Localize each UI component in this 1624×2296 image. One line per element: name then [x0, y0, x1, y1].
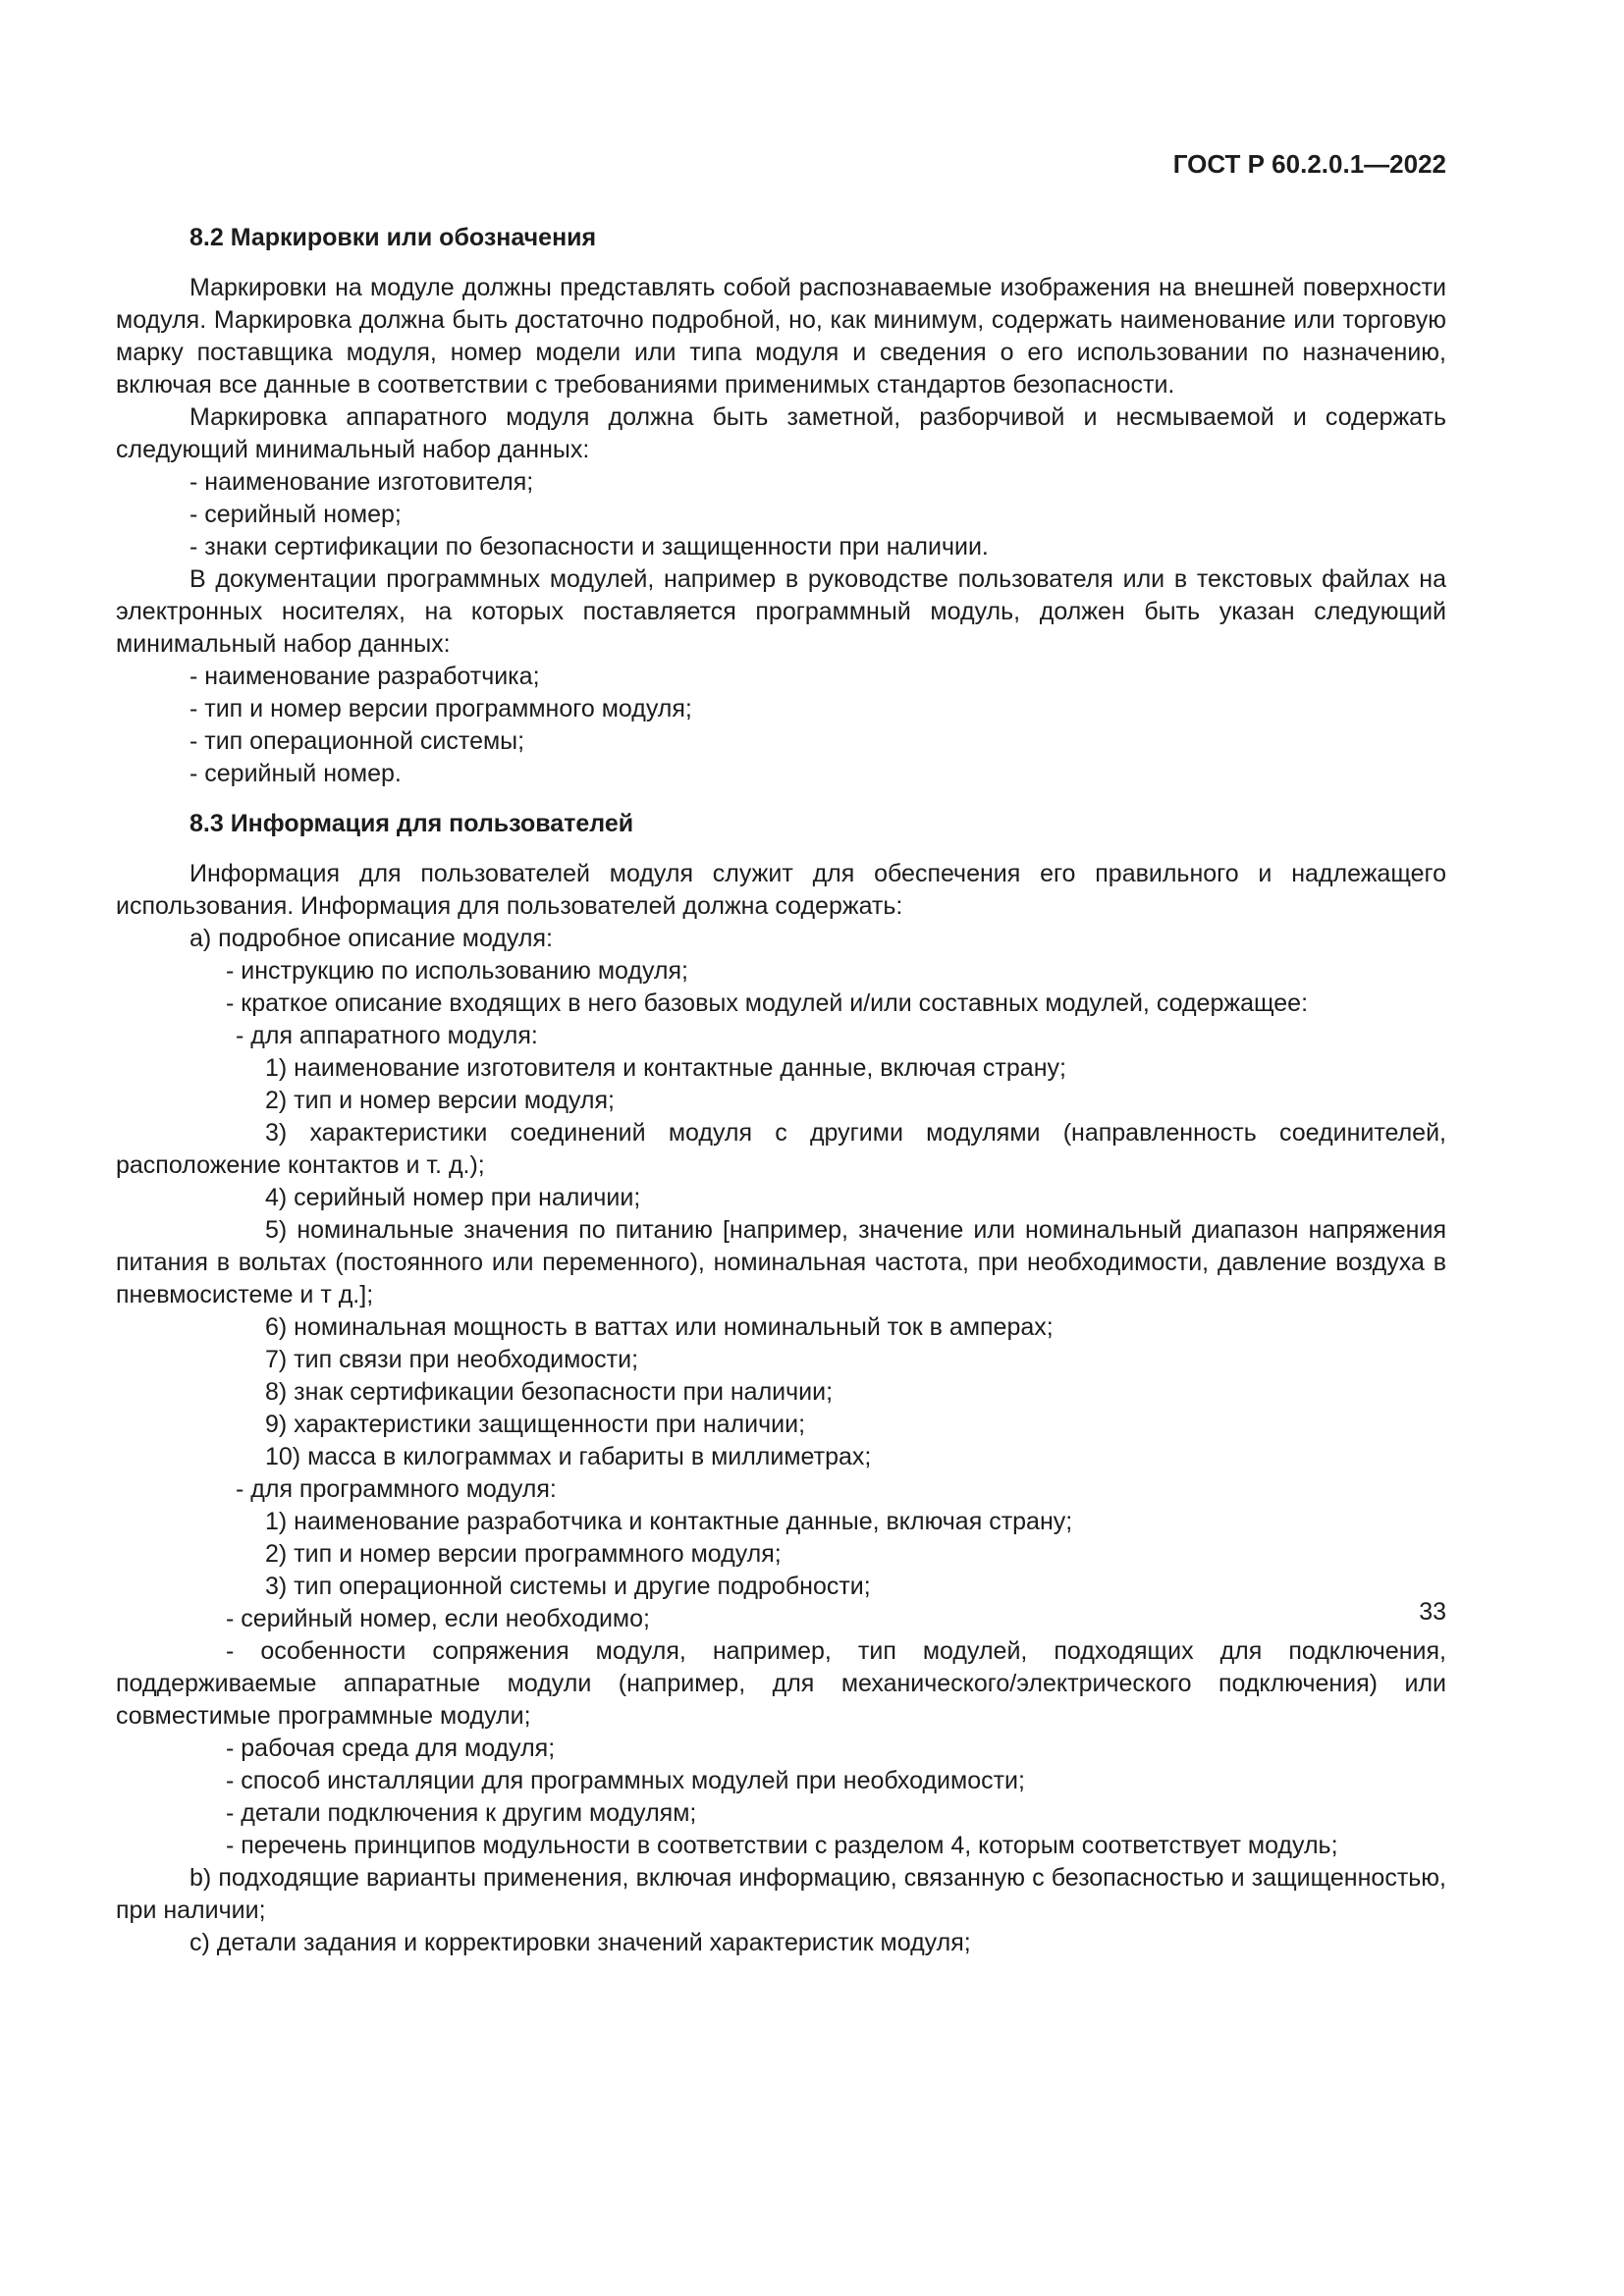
- paragraph: - серийный номер;: [189, 501, 402, 528]
- document-body: [116, 222, 1446, 1959]
- paragraph: - способ инсталляции для программных модулей при необходимости;: [226, 1767, 1025, 1794]
- paragraph: 6) номинальная мощность в ваттах или номинальный ток в амперах;: [265, 1313, 1054, 1341]
- paragraph: 3) характеристики соединений модуля с другими модулями (направленность соединителей, расположение контактов и т. д.);: [116, 1119, 1446, 1179]
- paragraph: 2) тип и номер версии модуля;: [265, 1087, 615, 1114]
- paragraph: 1) наименование изготовителя и контактные данные, включая страну;: [265, 1054, 1066, 1082]
- paragraph: 10) масса в килограммах и габариты в миллиметрах;: [265, 1443, 872, 1470]
- paragraph: Информация для пользователей модуля служит для обеспечения его правильного и надлежащего использования. Информация для пользователей должна содержать:: [116, 860, 1446, 920]
- paragraph: - краткое описание входящих в него базовых модулей и/или составных модулей, содержащее:: [226, 989, 1309, 1017]
- paragraph: 8) знак сертификации безопасности при наличии;: [265, 1378, 834, 1406]
- paragraph: - тип операционной системы;: [189, 727, 525, 755]
- page-number: 33: [1419, 1598, 1446, 1626]
- paragraph: - особенности сопряжения модуля, например, тип модулей, подходящих для подключения, поддерживаемые аппаратные модули (например, для механического/электрического подключения) или совместимые программные модули;: [116, 1637, 1446, 1730]
- paragraph: В документации программных модулей, например в руководстве пользователя или в текстовых файлах на электронных носителях, на которых поставляется программный модуль, должен быть указан следующий минимальный набор данных:: [116, 565, 1446, 658]
- paragraph: - наименование изготовителя;: [189, 468, 534, 496]
- section-heading: 8.3 Информация для пользователей: [189, 810, 634, 837]
- paragraph: - наименование разработчика;: [189, 663, 540, 690]
- paragraph: 2) тип и номер версии программного модуля;: [265, 1540, 782, 1568]
- paragraph: - для программного модуля:: [236, 1475, 557, 1503]
- paragraph: - перечень принципов модульности в соответствии с разделом 4, которым соответствует модуль;: [226, 1832, 1338, 1859]
- paragraph: 4) серийный номер при наличии;: [265, 1184, 641, 1211]
- document-code-header: ГОСТ Р 60.2.0.1—2022: [1172, 149, 1446, 179]
- paragraph: - серийный номер, если необходимо;: [226, 1605, 650, 1632]
- paragraph: - знаки сертификации по безопасности и защищенности при наличии.: [189, 533, 989, 561]
- paragraph: - серийный номер.: [189, 760, 402, 787]
- paragraph: b) подходящие варианты применения, включая информацию, связанную с безопасностью и защищенностью, при наличии;: [116, 1864, 1446, 1924]
- paragraph: - детали подключения к другим модулям;: [226, 1799, 697, 1827]
- paragraph: Маркировка аппаратного модуля должна быть заметной, разборчивой и несмываемой и содержать следующий минимальный набор данных:: [116, 403, 1446, 463]
- paragraph: 7) тип связи при необходимости;: [265, 1346, 639, 1373]
- paragraph: - тип и номер версии программного модуля;: [189, 695, 692, 722]
- paragraph: 3) тип операционной системы и другие подробности;: [265, 1573, 871, 1600]
- paragraph: 5) номинальные значения по питанию [например, значение или номинальный диапазон напряжения питания в вольтах (постоянного или переменного), номинальная частота, при необходимости, давление воздуха в пневмосистеме и т д.];: [116, 1216, 1446, 1308]
- paragraph: 1) наименование разработчика и контактные данные, включая страну;: [265, 1508, 1073, 1535]
- paragraph: - инструкцию по использованию модуля;: [226, 957, 688, 985]
- paragraph: - рабочая среда для модуля;: [226, 1735, 556, 1762]
- paragraph: 9) характеристики защищенности при наличии;: [265, 1411, 806, 1438]
- paragraph: c) детали задания и корректировки значений характеристик модуля;: [189, 1929, 971, 1956]
- section-heading: 8.2 Маркировки или обозначения: [189, 224, 597, 251]
- paragraph: - для аппаратного модуля:: [236, 1022, 538, 1049]
- paragraph: а) подробное описание модуля:: [189, 925, 553, 952]
- paragraph: Маркировки на модуле должны представлять собой распознаваемые изображения на внешней поверхности модуля. Маркировка должна быть достаточно подробной, но, как минимум, содержать наименование или торговую марку поставщика модуля, номер модели или типа модуля и сведения о его использовании по назначению, включая все данные в соответствии с требованиями применимых стандартов безопасности.: [116, 274, 1446, 399]
